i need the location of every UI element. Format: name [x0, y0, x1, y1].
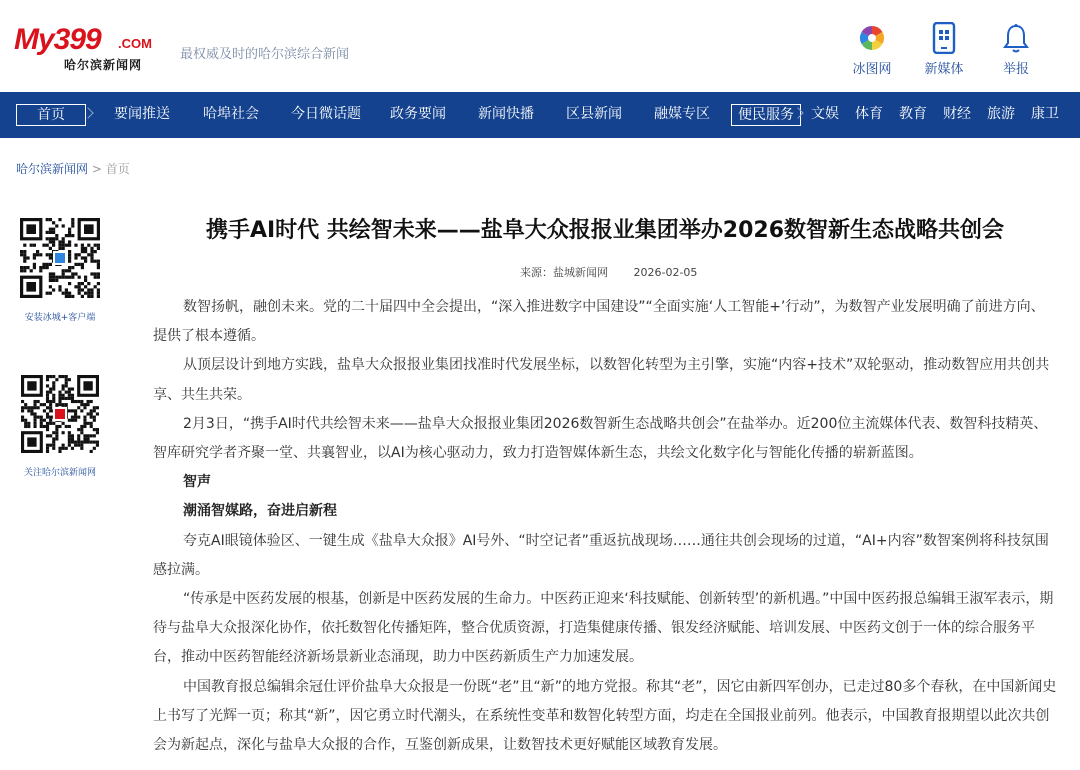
article-meta — [520, 264, 719, 280]
nav-item-society[interactable]: 哈埠社会 — [203, 106, 259, 122]
tool-bingtu[interactable] — [840, 22, 904, 77]
breadcrumb-separator: > — [91, 162, 102, 176]
nav-item-government[interactable]: 政务要闻 — [390, 106, 446, 122]
header-tools — [832, 22, 1048, 77]
qr-code-app[interactable] — [20, 218, 100, 298]
tool-label: 冰图网 — [852, 62, 892, 77]
qr-caption-follow[interactable]: 关注哈尔滨新闻网 — [23, 468, 96, 478]
article-paragraph: 2月3日，“携手AI时代共绘智未来——盐阜大众报报业集团2026数智新生态战略共创会”在盐举办。近200位主流媒体代表、数智科技精英、智库研究学者齐聚一堂、共襄智业，以AI为核心驱动力，致力打造智媒体新生态，共绘文化数字化与智能化传播的崭新蓝图。 — [153, 415, 1048, 462]
article-paragraph: 夸克AI眼镜体验区、一键生成《盐阜大众报》AI号外、“时空记者”重返抗战现场……通往共创会现场的过道，“AI+内容”数智案例将科技氛围感拉满。 — [153, 532, 1049, 578]
site-header — [0, 0, 1080, 92]
breadcrumb-current: 首页 — [105, 162, 130, 176]
article-paragraph: 中国教育报总编辑余冠仕评价盐阜大众报是一份既“老”且“新”的地方党报。称其“老”，因它由新四军创办，已走过80多个春秋，在中国新闻史上书写了光辉一页；称其“新”，因它勇立时代潮头，在系统性变革和数智化转型方面，均走在全国报业前列。他表示，中国教育报期望以此次共创会为新起点，深化与盐阜大众报的合作，互鉴创新成果，让数智技术更好赋能区域教育发展。 — [153, 678, 1057, 754]
article-paragraph: “传承是中医药发展的根基，创新是中医药发展的生命力。中医药正迎来‘科技赋能、创新转型’的新机遇。”中国中医药报总编辑王淑军表示，期待与盐阜大众报深化协作，依托数智化传播矩阵，整合优质资源，打造集健康传播、银发经济赋能、培训发展、中医药文创于一体的综合服务平台，推动中医药智能经济新场景新业态涌现，助力中医药新质生产力加速发展。 — [153, 591, 1054, 666]
article-body — [153, 293, 1058, 760]
bell-icon — [984, 22, 1048, 54]
qr-code-follow[interactable] — [21, 375, 99, 453]
tool-label: 新媒体 — [924, 62, 964, 77]
logo-com-text: .COM — [118, 36, 152, 51]
site-logo[interactable] — [14, 24, 164, 74]
nav-item-health[interactable]: 康卫 — [1031, 106, 1059, 122]
nav-home[interactable]: 首页 — [16, 104, 86, 126]
nav-item-topics[interactable]: 今日微话题 — [291, 106, 361, 122]
breadcrumb — [16, 160, 130, 177]
nav-item-sports[interactable]: 体育 — [855, 106, 883, 122]
pinwheel-icon — [840, 22, 904, 54]
qr-block-follow — [16, 375, 104, 478]
phone-icon — [912, 22, 976, 54]
article-paragraph: 数智扬帆，融创未来。党的二十届四中全会提出，“深入推进数字中国建设”“全面实施‘人工智能+’行动”，为数智产业发展明确了前进方向、提供了根本遵循。 — [153, 299, 1045, 345]
breadcrumb-home-link[interactable]: 哈尔滨新闻网 — [16, 162, 89, 176]
qr-caption-app[interactable]: 安装冰城+客户端 — [24, 313, 96, 323]
nav-item-education[interactable]: 教育 — [899, 106, 927, 122]
nav-item-services[interactable]: 便民服务 — [731, 104, 801, 126]
tool-label: 举报 — [1002, 62, 1029, 77]
nav-item-finance[interactable]: 财经 — [943, 106, 971, 122]
qr-block-app — [16, 218, 104, 323]
article-subheading: 潮涌智媒路，奋进启新程 — [183, 503, 337, 520]
nav-item-districts[interactable]: 区县新闻 — [566, 106, 622, 122]
main-nav — [0, 92, 1080, 138]
article-source: 来源：盐城新闻网 — [520, 266, 608, 279]
article-title: 携手AI时代 共绘智未来——盐阜大众报报业集团举办2026数智新生态战略共创会 — [205, 218, 1005, 243]
nav-item-express[interactable]: 新闻快播 — [478, 106, 534, 122]
tool-new-media[interactable] — [912, 22, 976, 77]
nav-item-headlines[interactable]: 要闻推送 — [114, 106, 170, 122]
nav-item-entertainment[interactable]: 文娱 — [811, 106, 839, 122]
tool-report[interactable] — [984, 22, 1048, 77]
site-slogan: 最权威及时的哈尔滨综合新闻 — [180, 47, 350, 62]
logo-main-text: My399 — [14, 23, 101, 56]
nav-item-media[interactable]: 融媒专区 — [654, 106, 710, 122]
article-subheading: 智声 — [183, 474, 211, 491]
nav-item-travel[interactable]: 旅游 — [987, 106, 1015, 122]
logo-subtitle: 哈尔滨新闻网 — [64, 58, 143, 72]
article-date: 2026-02-05 — [633, 266, 698, 279]
article-paragraph: 从顶层设计到地方实践，盐阜大众报报业集团找准时代发展坐标，以数智化转型为主引擎，实施“内容+技术”双轮驱动，推动数智应用共创共享、共生共荣。 — [153, 357, 1050, 403]
